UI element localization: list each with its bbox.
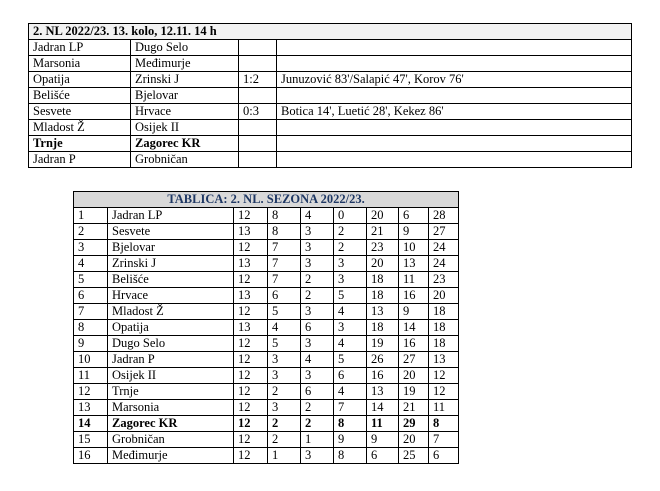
goals-for-cell: 20 — [367, 256, 399, 272]
wins-cell: 8 — [268, 208, 301, 224]
losses-cell: 5 — [334, 288, 367, 304]
goals-for-cell: 6 — [367, 448, 399, 464]
wins-cell: 7 — [268, 240, 301, 256]
losses-cell: 5 — [334, 352, 367, 368]
draws-cell: 3 — [301, 256, 334, 272]
score-cell — [239, 40, 277, 56]
scorers-cell — [277, 88, 632, 104]
standings-row — [74, 208, 459, 224]
draws-cell: 3 — [301, 224, 334, 240]
goals-for-cell: 26 — [367, 352, 399, 368]
goals-against-cell: 21 — [399, 400, 429, 416]
draws-cell: 2 — [301, 272, 334, 288]
goals-for-cell: 16 — [367, 368, 399, 384]
points-cell: 11 — [429, 400, 459, 416]
scorers-cell — [277, 120, 632, 136]
team-cell: Opatija — [108, 320, 234, 336]
losses-cell: 8 — [334, 416, 367, 432]
points-cell: 18 — [429, 336, 459, 352]
team-cell: Belišće — [108, 272, 234, 288]
goals-for-cell: 14 — [367, 400, 399, 416]
played-cell: 12 — [234, 336, 268, 352]
home-team-cell: Jadran P — [29, 152, 131, 168]
standings-row — [74, 320, 459, 336]
draws-cell: 2 — [301, 416, 334, 432]
losses-cell: 4 — [334, 304, 367, 320]
goals-for-cell: 9 — [367, 432, 399, 448]
standings-row — [74, 432, 459, 448]
points-cell: 24 — [429, 240, 459, 256]
points-cell: 7 — [429, 432, 459, 448]
position-cell: 10 — [74, 352, 108, 368]
wins-cell: 3 — [268, 352, 301, 368]
away-team-cell: Međimurje — [131, 56, 239, 72]
draws-cell: 2 — [301, 400, 334, 416]
home-team-cell: Sesvete — [29, 104, 131, 120]
away-team-cell: Grobničan — [131, 152, 239, 168]
losses-cell: 2 — [334, 240, 367, 256]
goals-against-cell: 6 — [399, 208, 429, 224]
played-cell: 13 — [234, 288, 268, 304]
goals-against-cell: 13 — [399, 256, 429, 272]
result-row — [29, 88, 632, 104]
position-cell: 8 — [74, 320, 108, 336]
goals-for-cell: 13 — [367, 384, 399, 400]
away-team-cell: Hrvace — [131, 104, 239, 120]
standings-row — [74, 224, 459, 240]
score-cell — [239, 56, 277, 72]
team-cell: Grobničan — [108, 432, 234, 448]
played-cell: 13 — [234, 320, 268, 336]
standings-row — [74, 304, 459, 320]
played-cell: 12 — [234, 384, 268, 400]
played-cell: 12 — [234, 272, 268, 288]
goals-against-cell: 9 — [399, 304, 429, 320]
score-cell — [239, 136, 277, 152]
goals-against-cell: 9 — [399, 224, 429, 240]
draws-cell: 3 — [301, 336, 334, 352]
points-cell: 6 — [429, 448, 459, 464]
losses-cell: 3 — [334, 272, 367, 288]
away-team-cell: Bjelovar — [131, 88, 239, 104]
result-row — [29, 56, 632, 72]
points-cell: 18 — [429, 320, 459, 336]
wins-cell: 8 — [268, 224, 301, 240]
losses-cell: 2 — [334, 224, 367, 240]
wins-cell: 5 — [268, 304, 301, 320]
standings-row — [74, 240, 459, 256]
goals-against-cell: 10 — [399, 240, 429, 256]
away-team-cell: Dugo Selo — [131, 40, 239, 56]
losses-cell: 3 — [334, 320, 367, 336]
points-cell: 18 — [429, 304, 459, 320]
standings-title: TABLICA: 2. NL. SEZONA 2022/23. — [74, 192, 459, 208]
draws-cell: 4 — [301, 352, 334, 368]
away-team-cell: Osijek II — [131, 120, 239, 136]
score-cell: 1:2 — [239, 72, 277, 88]
position-cell: 4 — [74, 256, 108, 272]
results-header-row — [29, 24, 632, 40]
score-cell — [239, 152, 277, 168]
standings-row — [74, 368, 459, 384]
standings-row — [74, 400, 459, 416]
position-cell: 6 — [74, 288, 108, 304]
goals-for-cell: 23 — [367, 240, 399, 256]
wins-cell: 7 — [268, 256, 301, 272]
wins-cell: 5 — [268, 336, 301, 352]
team-cell: Bjelovar — [108, 240, 234, 256]
goals-for-cell: 21 — [367, 224, 399, 240]
away-team-cell: Zagorec KR — [131, 136, 239, 152]
scorers-cell: Botica 14', Luetić 28', Kekez 86' — [277, 104, 632, 120]
standings-body — [74, 192, 459, 464]
draws-cell: 3 — [301, 448, 334, 464]
goals-for-cell: 18 — [367, 272, 399, 288]
losses-cell: 6 — [334, 368, 367, 384]
home-team-cell: Mladost Ž — [29, 120, 131, 136]
position-cell: 2 — [74, 224, 108, 240]
team-cell: Zrinski J — [108, 256, 234, 272]
played-cell: 13 — [234, 224, 268, 240]
score-cell: 0:3 — [239, 104, 277, 120]
goals-for-cell: 18 — [367, 288, 399, 304]
goals-against-cell: 29 — [399, 416, 429, 432]
played-cell: 12 — [234, 352, 268, 368]
standings-row — [74, 272, 459, 288]
standings-row — [74, 352, 459, 368]
result-row — [29, 136, 632, 152]
played-cell: 12 — [234, 400, 268, 416]
draws-cell: 3 — [301, 240, 334, 256]
played-cell: 12 — [234, 240, 268, 256]
standings-row — [74, 448, 459, 464]
wins-cell: 1 — [268, 448, 301, 464]
draws-cell: 3 — [301, 304, 334, 320]
result-row — [29, 40, 632, 56]
team-cell: Marsonia — [108, 400, 234, 416]
team-cell: Trnje — [108, 384, 234, 400]
scorers-cell — [277, 40, 632, 56]
goals-for-cell: 11 — [367, 416, 399, 432]
draws-cell: 4 — [301, 208, 334, 224]
draws-cell: 6 — [301, 384, 334, 400]
goals-against-cell: 11 — [399, 272, 429, 288]
points-cell: 20 — [429, 288, 459, 304]
goals-against-cell: 20 — [399, 368, 429, 384]
wins-cell: 2 — [268, 416, 301, 432]
team-cell: Jadran LP — [108, 208, 234, 224]
played-cell: 12 — [234, 368, 268, 384]
position-cell: 14 — [74, 416, 108, 432]
goals-for-cell: 19 — [367, 336, 399, 352]
team-cell: Međimurje — [108, 448, 234, 464]
standings-row — [74, 256, 459, 272]
result-row — [29, 152, 632, 168]
points-cell: 24 — [429, 256, 459, 272]
draws-cell: 1 — [301, 432, 334, 448]
position-cell: 16 — [74, 448, 108, 464]
played-cell: 12 — [234, 416, 268, 432]
results-header: 2. NL 2022/23. 13. kolo, 12.11. 14 h — [29, 24, 632, 40]
results-body — [29, 24, 632, 168]
wins-cell: 2 — [268, 384, 301, 400]
played-cell: 13 — [234, 256, 268, 272]
position-cell: 7 — [74, 304, 108, 320]
scorers-cell — [277, 56, 632, 72]
wins-cell: 7 — [268, 272, 301, 288]
goals-against-cell: 19 — [399, 384, 429, 400]
result-row — [29, 120, 632, 136]
wins-cell: 2 — [268, 432, 301, 448]
team-cell: Hrvace — [108, 288, 234, 304]
team-cell: Jadran P — [108, 352, 234, 368]
goals-against-cell: 16 — [399, 336, 429, 352]
home-team-cell: Jadran LP — [29, 40, 131, 56]
standings-row — [74, 336, 459, 352]
result-row — [29, 104, 632, 120]
position-cell: 3 — [74, 240, 108, 256]
score-cell — [239, 120, 277, 136]
goals-against-cell: 16 — [399, 288, 429, 304]
away-team-cell: Zrinski J — [131, 72, 239, 88]
points-cell: 23 — [429, 272, 459, 288]
losses-cell: 7 — [334, 400, 367, 416]
goals-against-cell: 20 — [399, 432, 429, 448]
standings-row — [74, 416, 459, 432]
points-cell: 28 — [429, 208, 459, 224]
scorers-cell: Junuzović 83'/Salapić 47', Korov 76' — [277, 72, 632, 88]
played-cell: 12 — [234, 448, 268, 464]
goals-for-cell: 18 — [367, 320, 399, 336]
wins-cell: 3 — [268, 368, 301, 384]
score-cell — [239, 88, 277, 104]
home-team-cell: Trnje — [29, 136, 131, 152]
position-cell: 1 — [74, 208, 108, 224]
home-team-cell: Marsonia — [29, 56, 131, 72]
standings-title-row — [74, 192, 459, 208]
scorers-cell — [277, 152, 632, 168]
played-cell: 12 — [234, 208, 268, 224]
losses-cell: 0 — [334, 208, 367, 224]
position-cell: 11 — [74, 368, 108, 384]
home-team-cell: Belišće — [29, 88, 131, 104]
draws-cell: 3 — [301, 368, 334, 384]
points-cell: 8 — [429, 416, 459, 432]
losses-cell: 4 — [334, 336, 367, 352]
points-cell: 12 — [429, 368, 459, 384]
goals-against-cell: 25 — [399, 448, 429, 464]
points-cell: 27 — [429, 224, 459, 240]
goals-for-cell: 13 — [367, 304, 399, 320]
goals-against-cell: 14 — [399, 320, 429, 336]
wins-cell: 4 — [268, 320, 301, 336]
losses-cell: 3 — [334, 256, 367, 272]
position-cell: 12 — [74, 384, 108, 400]
position-cell: 13 — [74, 400, 108, 416]
team-cell: Mladost Ž — [108, 304, 234, 320]
goals-for-cell: 20 — [367, 208, 399, 224]
standings-table — [73, 191, 459, 464]
standings-row — [74, 384, 459, 400]
home-team-cell: Opatija — [29, 72, 131, 88]
losses-cell: 9 — [334, 432, 367, 448]
position-cell: 15 — [74, 432, 108, 448]
results-table — [28, 23, 632, 168]
losses-cell: 4 — [334, 384, 367, 400]
team-cell: Sesvete — [108, 224, 234, 240]
team-cell: Zagorec KR — [108, 416, 234, 432]
position-cell: 9 — [74, 336, 108, 352]
team-cell: Dugo Selo — [108, 336, 234, 352]
losses-cell: 8 — [334, 448, 367, 464]
scorers-cell — [277, 136, 632, 152]
draws-cell: 2 — [301, 288, 334, 304]
points-cell: 12 — [429, 384, 459, 400]
team-cell: Osijek II — [108, 368, 234, 384]
draws-cell: 6 — [301, 320, 334, 336]
played-cell: 12 — [234, 304, 268, 320]
standings-row — [74, 288, 459, 304]
played-cell: 12 — [234, 432, 268, 448]
goals-against-cell: 27 — [399, 352, 429, 368]
result-row — [29, 72, 632, 88]
points-cell: 13 — [429, 352, 459, 368]
wins-cell: 6 — [268, 288, 301, 304]
wins-cell: 3 — [268, 400, 301, 416]
position-cell: 5 — [74, 272, 108, 288]
